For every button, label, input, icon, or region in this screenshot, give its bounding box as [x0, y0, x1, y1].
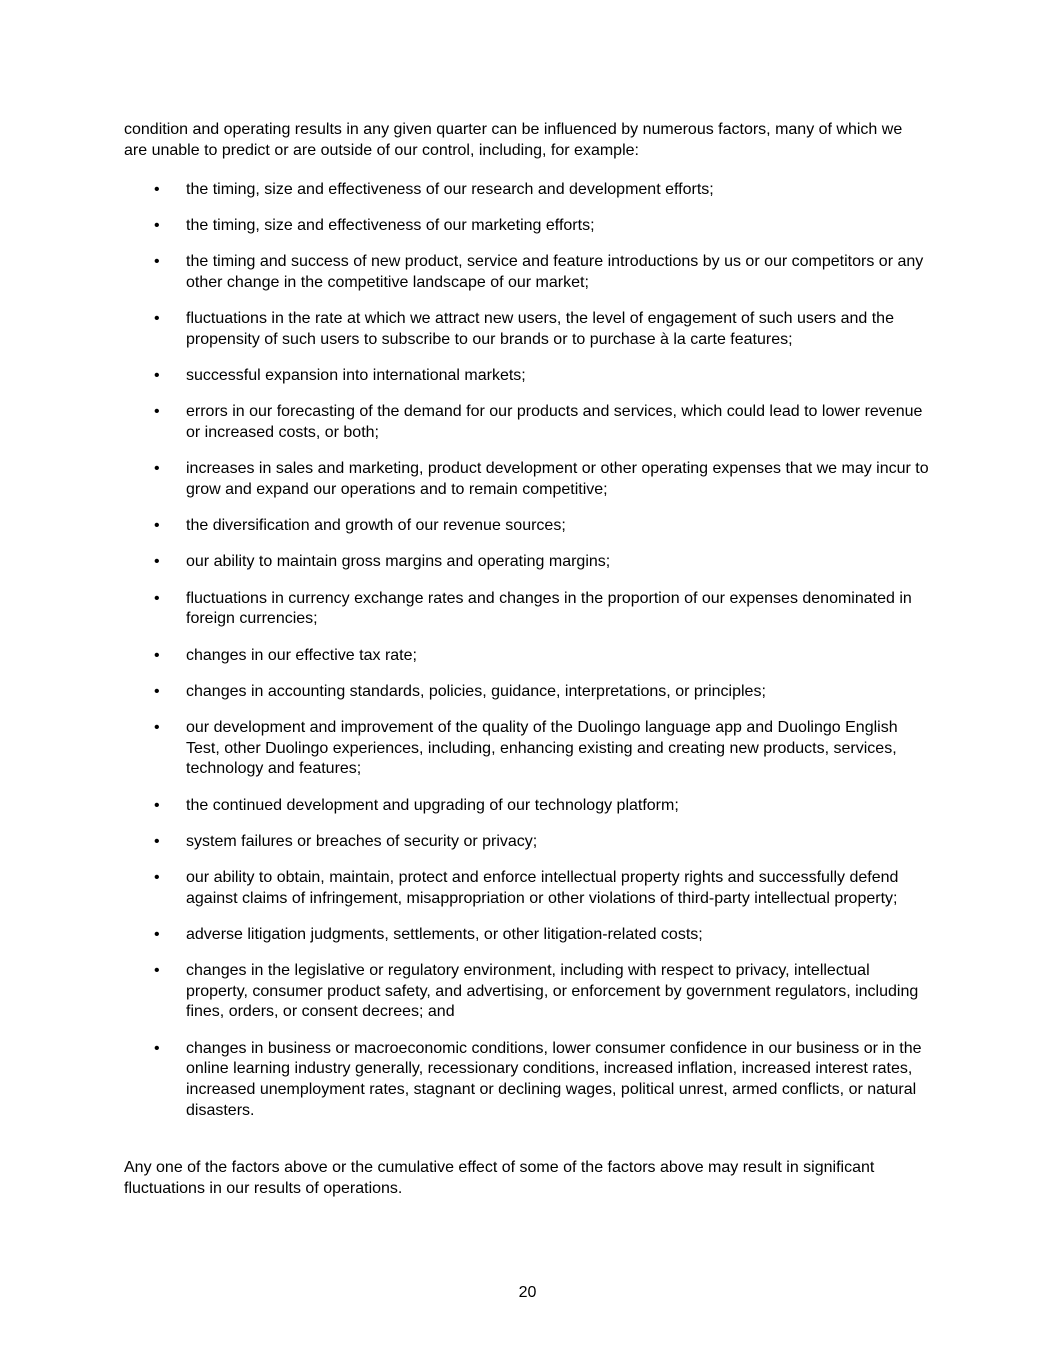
- intro-paragraph: condition and operating results in any given quarter can be influenced by numerous factors, many of which we are unable to predict or are outside of our control, including, for example:: [124, 121, 903, 159]
- list-item: [124, 252, 934, 293]
- list-item: [124, 961, 934, 1023]
- list-item: [124, 796, 934, 817]
- list-item-text: increases in sales and marketing, product development or other operating expenses that we may incur to grow and expand our operations and to remain competitive;: [186, 460, 929, 499]
- list-item-text: changes in our effective tax rate;: [186, 646, 417, 664]
- conclusion-paragraph: Any one of the factors above or the cumulative effect of some of the factors above may result in significant fluctuations in our results of operations.: [124, 1159, 875, 1197]
- bullet-icon: •: [154, 718, 160, 736]
- list-item: [124, 552, 934, 573]
- list-item-text: adverse litigation judgments, settlements, or other litigation-related costs;: [186, 925, 703, 943]
- list-item-text: our development and improvement of the quality of the Duolingo language app and Duolingo English Test, other Duolingo experiences, including, enhancing existing and creating new products, services, technology and features;: [186, 718, 898, 778]
- list-item: [124, 925, 934, 946]
- bullet-icon: •: [154, 310, 160, 328]
- list-item: [124, 1039, 934, 1122]
- bullet-icon: •: [154, 460, 160, 478]
- list-item: [124, 718, 934, 780]
- bullet-icon: •: [154, 253, 160, 271]
- bullet-icon: •: [154, 181, 160, 198]
- list-item-text: successful expansion into international markets;: [186, 367, 526, 385]
- list-item: [124, 516, 934, 537]
- bullet-icon: •: [154, 832, 160, 850]
- factor-list: [124, 180, 934, 1137]
- bullet-icon: •: [154, 589, 160, 607]
- list-item: [124, 366, 934, 387]
- bullet-icon: •: [154, 796, 160, 814]
- bullet-icon: •: [154, 962, 160, 980]
- list-item: [124, 216, 934, 237]
- list-item-text: the timing, size and effectiveness of our marketing efforts;: [186, 217, 595, 235]
- bullet-icon: •: [154, 925, 160, 943]
- list-item: [124, 589, 934, 630]
- list-item-text: our ability to obtain, maintain, protect and enforce intellectual property rights and successfully defend against claims of infringement, misappropriation or other violations of third-party intellectual property;: [186, 868, 899, 907]
- bullet-icon: •: [154, 217, 160, 235]
- bullet-icon: •: [154, 646, 160, 664]
- bullet-icon: •: [154, 553, 160, 571]
- bullet-icon: •: [154, 367, 160, 385]
- list-item-text: fluctuations in the rate at which we attract new users, the level of engagement of such users and the propensity of such users to subscribe to our brands or to purchase à la carte features;: [186, 310, 894, 349]
- list-item: [124, 402, 934, 443]
- list-item-text: the continued development and upgrading of our technology platform;: [186, 796, 679, 814]
- list-item-text: fluctuations in currency exchange rates and changes in the proportion of our expenses denominated in foreign currencies;: [186, 589, 912, 628]
- list-item-text: system failures or breaches of security or privacy;: [186, 832, 538, 850]
- list-item-text: the timing, size and effectiveness of our research and development efforts;: [186, 181, 714, 198]
- list-item-text: errors in our forecasting of the demand for our products and services, which could lead to lower revenue or increased costs, or both;: [186, 403, 923, 442]
- bullet-icon: •: [154, 868, 160, 886]
- list-item: [124, 309, 934, 350]
- list-item: [124, 832, 934, 853]
- bullet-icon: •: [154, 403, 160, 421]
- list-item-text: the timing and success of new product, service and feature introductions by us or our competitors or any other change in the competitive landscape of our market;: [186, 253, 924, 292]
- list-item-text: the diversification and growth of our revenue sources;: [186, 517, 566, 535]
- list-item: [124, 646, 934, 667]
- list-item-text: changes in business or macroeconomic conditions, lower consumer confidence in our business or in the online learning industry generally, recessionary conditions, increased inflation, increased interest rates, increased unemployment rates, stagnant or declining wages, political unrest, armed conflicts, or natural disasters.: [186, 1039, 922, 1119]
- page-number: 20: [518, 1284, 537, 1301]
- list-item-text: our ability to maintain gross margins and operating margins;: [186, 553, 611, 571]
- list-item-text: changes in the legislative or regulatory environment, including with respect to privacy, intellectual property, consumer product safety, and advertising, or enforcement by government regulators, including fines, orders, or consent decrees; and: [186, 962, 919, 1021]
- list-item: [124, 868, 934, 909]
- list-item: [124, 180, 934, 201]
- list-item: [124, 682, 934, 703]
- list-item-text: changes in accounting standards, policies, guidance, interpretations, or principles;: [186, 682, 766, 700]
- bullet-icon: •: [154, 682, 160, 700]
- list-item: [124, 459, 934, 500]
- bullet-icon: •: [154, 1039, 160, 1057]
- bullet-icon: •: [154, 517, 160, 535]
